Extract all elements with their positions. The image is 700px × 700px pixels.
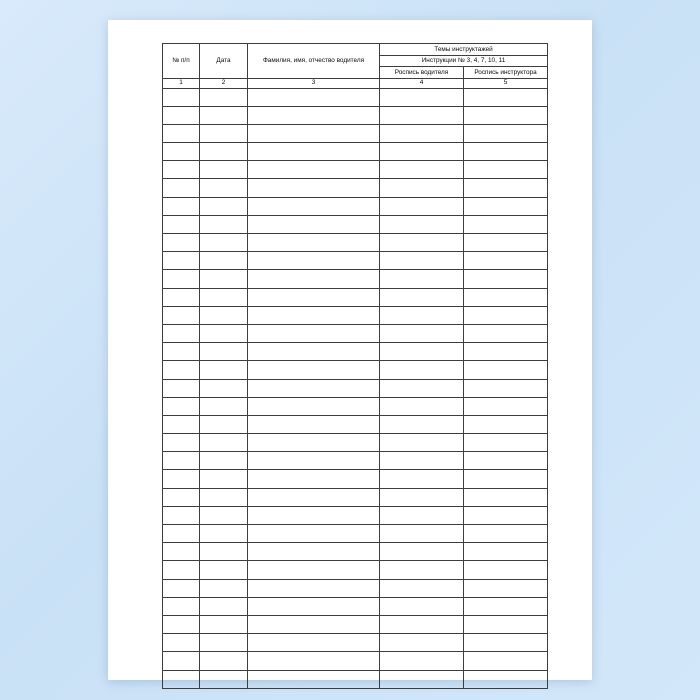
document-page — [108, 20, 592, 680]
table-cell[interactable] — [200, 143, 248, 161]
table-cell[interactable] — [163, 415, 200, 433]
table-cell[interactable] — [380, 506, 464, 524]
table-cell[interactable] — [200, 215, 248, 233]
table-cell[interactable] — [163, 252, 200, 270]
table-row[interactable] — [163, 361, 548, 379]
table-cell[interactable] — [163, 179, 200, 197]
table-cell[interactable] — [248, 361, 380, 379]
table-row[interactable] — [163, 525, 548, 543]
table-row[interactable] — [163, 161, 548, 179]
table-cell[interactable] — [464, 415, 548, 433]
table-cell[interactable] — [248, 324, 380, 342]
table-cell[interactable] — [200, 124, 248, 142]
table-row[interactable] — [163, 106, 548, 124]
table-cell[interactable] — [464, 506, 548, 524]
table-cell[interactable] — [163, 615, 200, 633]
table-cell[interactable] — [380, 252, 464, 270]
table-cell[interactable] — [380, 124, 464, 142]
table-cell[interactable] — [380, 452, 464, 470]
table-cell[interactable] — [200, 415, 248, 433]
table-row[interactable] — [163, 179, 548, 197]
table-cell[interactable] — [200, 270, 248, 288]
table-cell[interactable] — [464, 234, 548, 252]
table-row[interactable] — [163, 452, 548, 470]
table-cell[interactable] — [380, 379, 464, 397]
number-cell-1: 1 — [163, 78, 200, 88]
table-cell[interactable] — [163, 597, 200, 615]
table-cell[interactable] — [464, 215, 548, 233]
table-cell[interactable] — [248, 161, 380, 179]
table-cell[interactable] — [380, 143, 464, 161]
table-cell[interactable] — [163, 106, 200, 124]
table-cell[interactable] — [380, 306, 464, 324]
table-cell[interactable] — [380, 579, 464, 597]
table-cell[interactable] — [464, 470, 548, 488]
table-row[interactable] — [163, 561, 548, 579]
table-cell[interactable] — [163, 652, 200, 670]
table-cell[interactable] — [248, 306, 380, 324]
table-row[interactable] — [163, 306, 548, 324]
table-row[interactable] — [163, 579, 548, 597]
table-cell[interactable] — [163, 670, 200, 688]
table-cell[interactable] — [380, 324, 464, 342]
table-cell[interactable] — [464, 652, 548, 670]
table-cell[interactable] — [380, 415, 464, 433]
table-cell[interactable] — [248, 506, 380, 524]
table-cell[interactable] — [380, 543, 464, 561]
table-cell[interactable] — [380, 215, 464, 233]
table-cell[interactable] — [248, 270, 380, 288]
table-cell[interactable] — [380, 597, 464, 615]
table-cell[interactable] — [163, 361, 200, 379]
table-cell[interactable] — [248, 234, 380, 252]
table-row[interactable] — [163, 615, 548, 633]
table-cell[interactable] — [464, 288, 548, 306]
table-cell[interactable] — [464, 197, 548, 215]
table-cell[interactable] — [200, 106, 248, 124]
table-cell[interactable] — [163, 579, 200, 597]
table-row[interactable] — [163, 634, 548, 652]
table-cell[interactable] — [163, 215, 200, 233]
table-cell[interactable] — [248, 252, 380, 270]
table-cell[interactable] — [200, 306, 248, 324]
table-cell[interactable] — [464, 252, 548, 270]
table-cell[interactable] — [200, 579, 248, 597]
table-cell[interactable] — [464, 452, 548, 470]
table-cell[interactable] — [380, 470, 464, 488]
table-cell[interactable] — [200, 179, 248, 197]
table-row[interactable] — [163, 470, 548, 488]
number-cell-3: 3 — [248, 78, 380, 88]
table-cell[interactable] — [200, 88, 248, 106]
table-cell[interactable] — [380, 634, 464, 652]
table-row[interactable] — [163, 270, 548, 288]
table-cell[interactable] — [464, 488, 548, 506]
table-cell[interactable] — [200, 670, 248, 688]
table-cell[interactable] — [248, 415, 380, 433]
table-cell[interactable] — [248, 434, 380, 452]
table-cell[interactable] — [248, 561, 380, 579]
table-cell[interactable] — [200, 234, 248, 252]
table-cell[interactable] — [248, 106, 380, 124]
table-cell[interactable] — [163, 525, 200, 543]
table-cell[interactable] — [464, 161, 548, 179]
table-row[interactable] — [163, 343, 548, 361]
table-cell[interactable] — [248, 452, 380, 470]
table-cell[interactable] — [200, 397, 248, 415]
number-cell-2: 2 — [200, 78, 248, 88]
table-cell[interactable] — [464, 106, 548, 124]
table-row[interactable] — [163, 288, 548, 306]
table-number-row — [163, 78, 548, 88]
table-cell[interactable] — [464, 525, 548, 543]
table-cell[interactable] — [248, 88, 380, 106]
table-cell[interactable] — [248, 143, 380, 161]
table-row[interactable] — [163, 652, 548, 670]
table-cell[interactable] — [464, 579, 548, 597]
table-cell[interactable] — [380, 343, 464, 361]
table-cell[interactable] — [248, 470, 380, 488]
table-cell[interactable] — [200, 652, 248, 670]
table-cell[interactable] — [163, 379, 200, 397]
table-cell[interactable] — [464, 306, 548, 324]
table-cell[interactable] — [163, 470, 200, 488]
table-cell[interactable] — [380, 652, 464, 670]
table-cell[interactable] — [248, 597, 380, 615]
number-cell-4: 4 — [380, 78, 464, 88]
table-cell[interactable] — [163, 543, 200, 561]
table-cell[interactable] — [380, 88, 464, 106]
table-cell[interactable] — [200, 488, 248, 506]
table-cell[interactable] — [464, 324, 548, 342]
table-cell[interactable] — [380, 161, 464, 179]
table-cell[interactable] — [248, 379, 380, 397]
table-cell[interactable] — [464, 88, 548, 106]
table-cell[interactable] — [163, 434, 200, 452]
table-cell[interactable] — [464, 397, 548, 415]
table-cell[interactable] — [464, 270, 548, 288]
table-cell[interactable] — [248, 215, 380, 233]
table-cell[interactable] — [200, 343, 248, 361]
table-cell[interactable] — [380, 197, 464, 215]
table-cell[interactable] — [464, 379, 548, 397]
table-cell[interactable] — [248, 124, 380, 142]
table-cell[interactable] — [248, 652, 380, 670]
table-row[interactable] — [163, 143, 548, 161]
table-row[interactable] — [163, 215, 548, 233]
table-cell[interactable] — [200, 597, 248, 615]
table-cell[interactable] — [464, 124, 548, 142]
table-cell[interactable] — [464, 179, 548, 197]
table-cell[interactable] — [200, 197, 248, 215]
table-row[interactable] — [163, 397, 548, 415]
table-cell[interactable] — [163, 634, 200, 652]
header-cell-date: Дата — [200, 44, 248, 79]
table-cell[interactable] — [200, 525, 248, 543]
table-cell[interactable] — [200, 506, 248, 524]
table-cell[interactable] — [248, 197, 380, 215]
table-cell[interactable] — [200, 288, 248, 306]
table-cell[interactable] — [163, 488, 200, 506]
table-cell[interactable] — [380, 670, 464, 688]
table-cell[interactable] — [380, 270, 464, 288]
table-cell[interactable] — [380, 106, 464, 124]
instruction-log-table — [162, 43, 548, 689]
table-cell[interactable] — [464, 143, 548, 161]
table-cell[interactable] — [200, 634, 248, 652]
table-row[interactable] — [163, 234, 548, 252]
table-cell[interactable] — [200, 434, 248, 452]
table-cell[interactable] — [200, 470, 248, 488]
table-row[interactable] — [163, 324, 548, 342]
table-cell[interactable] — [380, 525, 464, 543]
number-cell-5: 5 — [464, 78, 548, 88]
table-cell[interactable] — [200, 561, 248, 579]
table-cell[interactable] — [163, 561, 200, 579]
table-cell[interactable] — [380, 288, 464, 306]
table-cell[interactable] — [248, 488, 380, 506]
table-cell[interactable] — [464, 670, 548, 688]
table-row[interactable] — [163, 252, 548, 270]
header-cell-number: № п/п — [163, 44, 200, 79]
table-cell[interactable] — [163, 161, 200, 179]
header-cell-driver-signature: Роспись водителя — [380, 67, 464, 79]
table-row[interactable] — [163, 379, 548, 397]
table-cell[interactable] — [200, 452, 248, 470]
table-row[interactable] — [163, 670, 548, 688]
table-cell[interactable] — [200, 361, 248, 379]
header-cell-fullname: Фамилия, имя, отчество водителя — [248, 44, 380, 79]
table-cell[interactable] — [464, 634, 548, 652]
table-cell[interactable] — [380, 179, 464, 197]
table-cell[interactable] — [380, 488, 464, 506]
table-cell[interactable] — [248, 179, 380, 197]
table-cell[interactable] — [380, 615, 464, 633]
table-cell[interactable] — [163, 143, 200, 161]
table-cell[interactable] — [464, 361, 548, 379]
table-cell[interactable] — [464, 615, 548, 633]
registration-sheet — [162, 43, 547, 689]
header-cell-instructor-signature: Роспись инструктора — [464, 67, 548, 79]
table-row[interactable] — [163, 124, 548, 142]
table-row[interactable] — [163, 434, 548, 452]
table-cell[interactable] — [163, 506, 200, 524]
table-cell[interactable] — [380, 361, 464, 379]
table-cell[interactable] — [163, 343, 200, 361]
table-cell[interactable] — [464, 543, 548, 561]
table-row[interactable] — [163, 488, 548, 506]
table-body — [163, 88, 548, 688]
table-row[interactable] — [163, 88, 548, 106]
table-cell[interactable] — [380, 397, 464, 415]
table-cell[interactable] — [380, 561, 464, 579]
table-cell[interactable] — [163, 452, 200, 470]
table-cell[interactable] — [163, 197, 200, 215]
table-cell[interactable] — [248, 397, 380, 415]
table-cell[interactable] — [163, 306, 200, 324]
table-header-row-1 — [163, 44, 548, 56]
table-cell[interactable] — [248, 543, 380, 561]
table-cell[interactable] — [163, 124, 200, 142]
table-cell[interactable] — [248, 634, 380, 652]
table-row[interactable] — [163, 415, 548, 433]
table-cell[interactable] — [464, 434, 548, 452]
table-cell[interactable] — [163, 397, 200, 415]
table-cell[interactable] — [163, 270, 200, 288]
table-cell[interactable] — [464, 597, 548, 615]
table-cell[interactable] — [464, 343, 548, 361]
table-cell[interactable] — [464, 561, 548, 579]
table-cell[interactable] — [200, 161, 248, 179]
table-cell[interactable] — [248, 525, 380, 543]
table-cell[interactable] — [200, 615, 248, 633]
table-cell[interactable] — [163, 88, 200, 106]
table-row[interactable] — [163, 197, 548, 215]
table-cell[interactable] — [200, 252, 248, 270]
table-cell[interactable] — [380, 234, 464, 252]
table-row[interactable] — [163, 597, 548, 615]
table-cell[interactable] — [248, 670, 380, 688]
table-row[interactable] — [163, 506, 548, 524]
table-cell[interactable] — [200, 379, 248, 397]
table-cell[interactable] — [248, 343, 380, 361]
header-cell-topics-title: Темы инструктажей — [380, 44, 548, 56]
table-cell[interactable] — [248, 579, 380, 597]
table-cell[interactable] — [200, 324, 248, 342]
table-cell[interactable] — [248, 288, 380, 306]
table-cell[interactable] — [200, 543, 248, 561]
table-cell[interactable] — [248, 615, 380, 633]
table-cell[interactable] — [380, 434, 464, 452]
table-row[interactable] — [163, 543, 548, 561]
table-cell[interactable] — [163, 324, 200, 342]
table-cell[interactable] — [163, 288, 200, 306]
table-cell[interactable] — [163, 234, 200, 252]
header-cell-topics-subtitle: Инструкции № 3, 4, 7, 10, 11 — [380, 55, 548, 67]
